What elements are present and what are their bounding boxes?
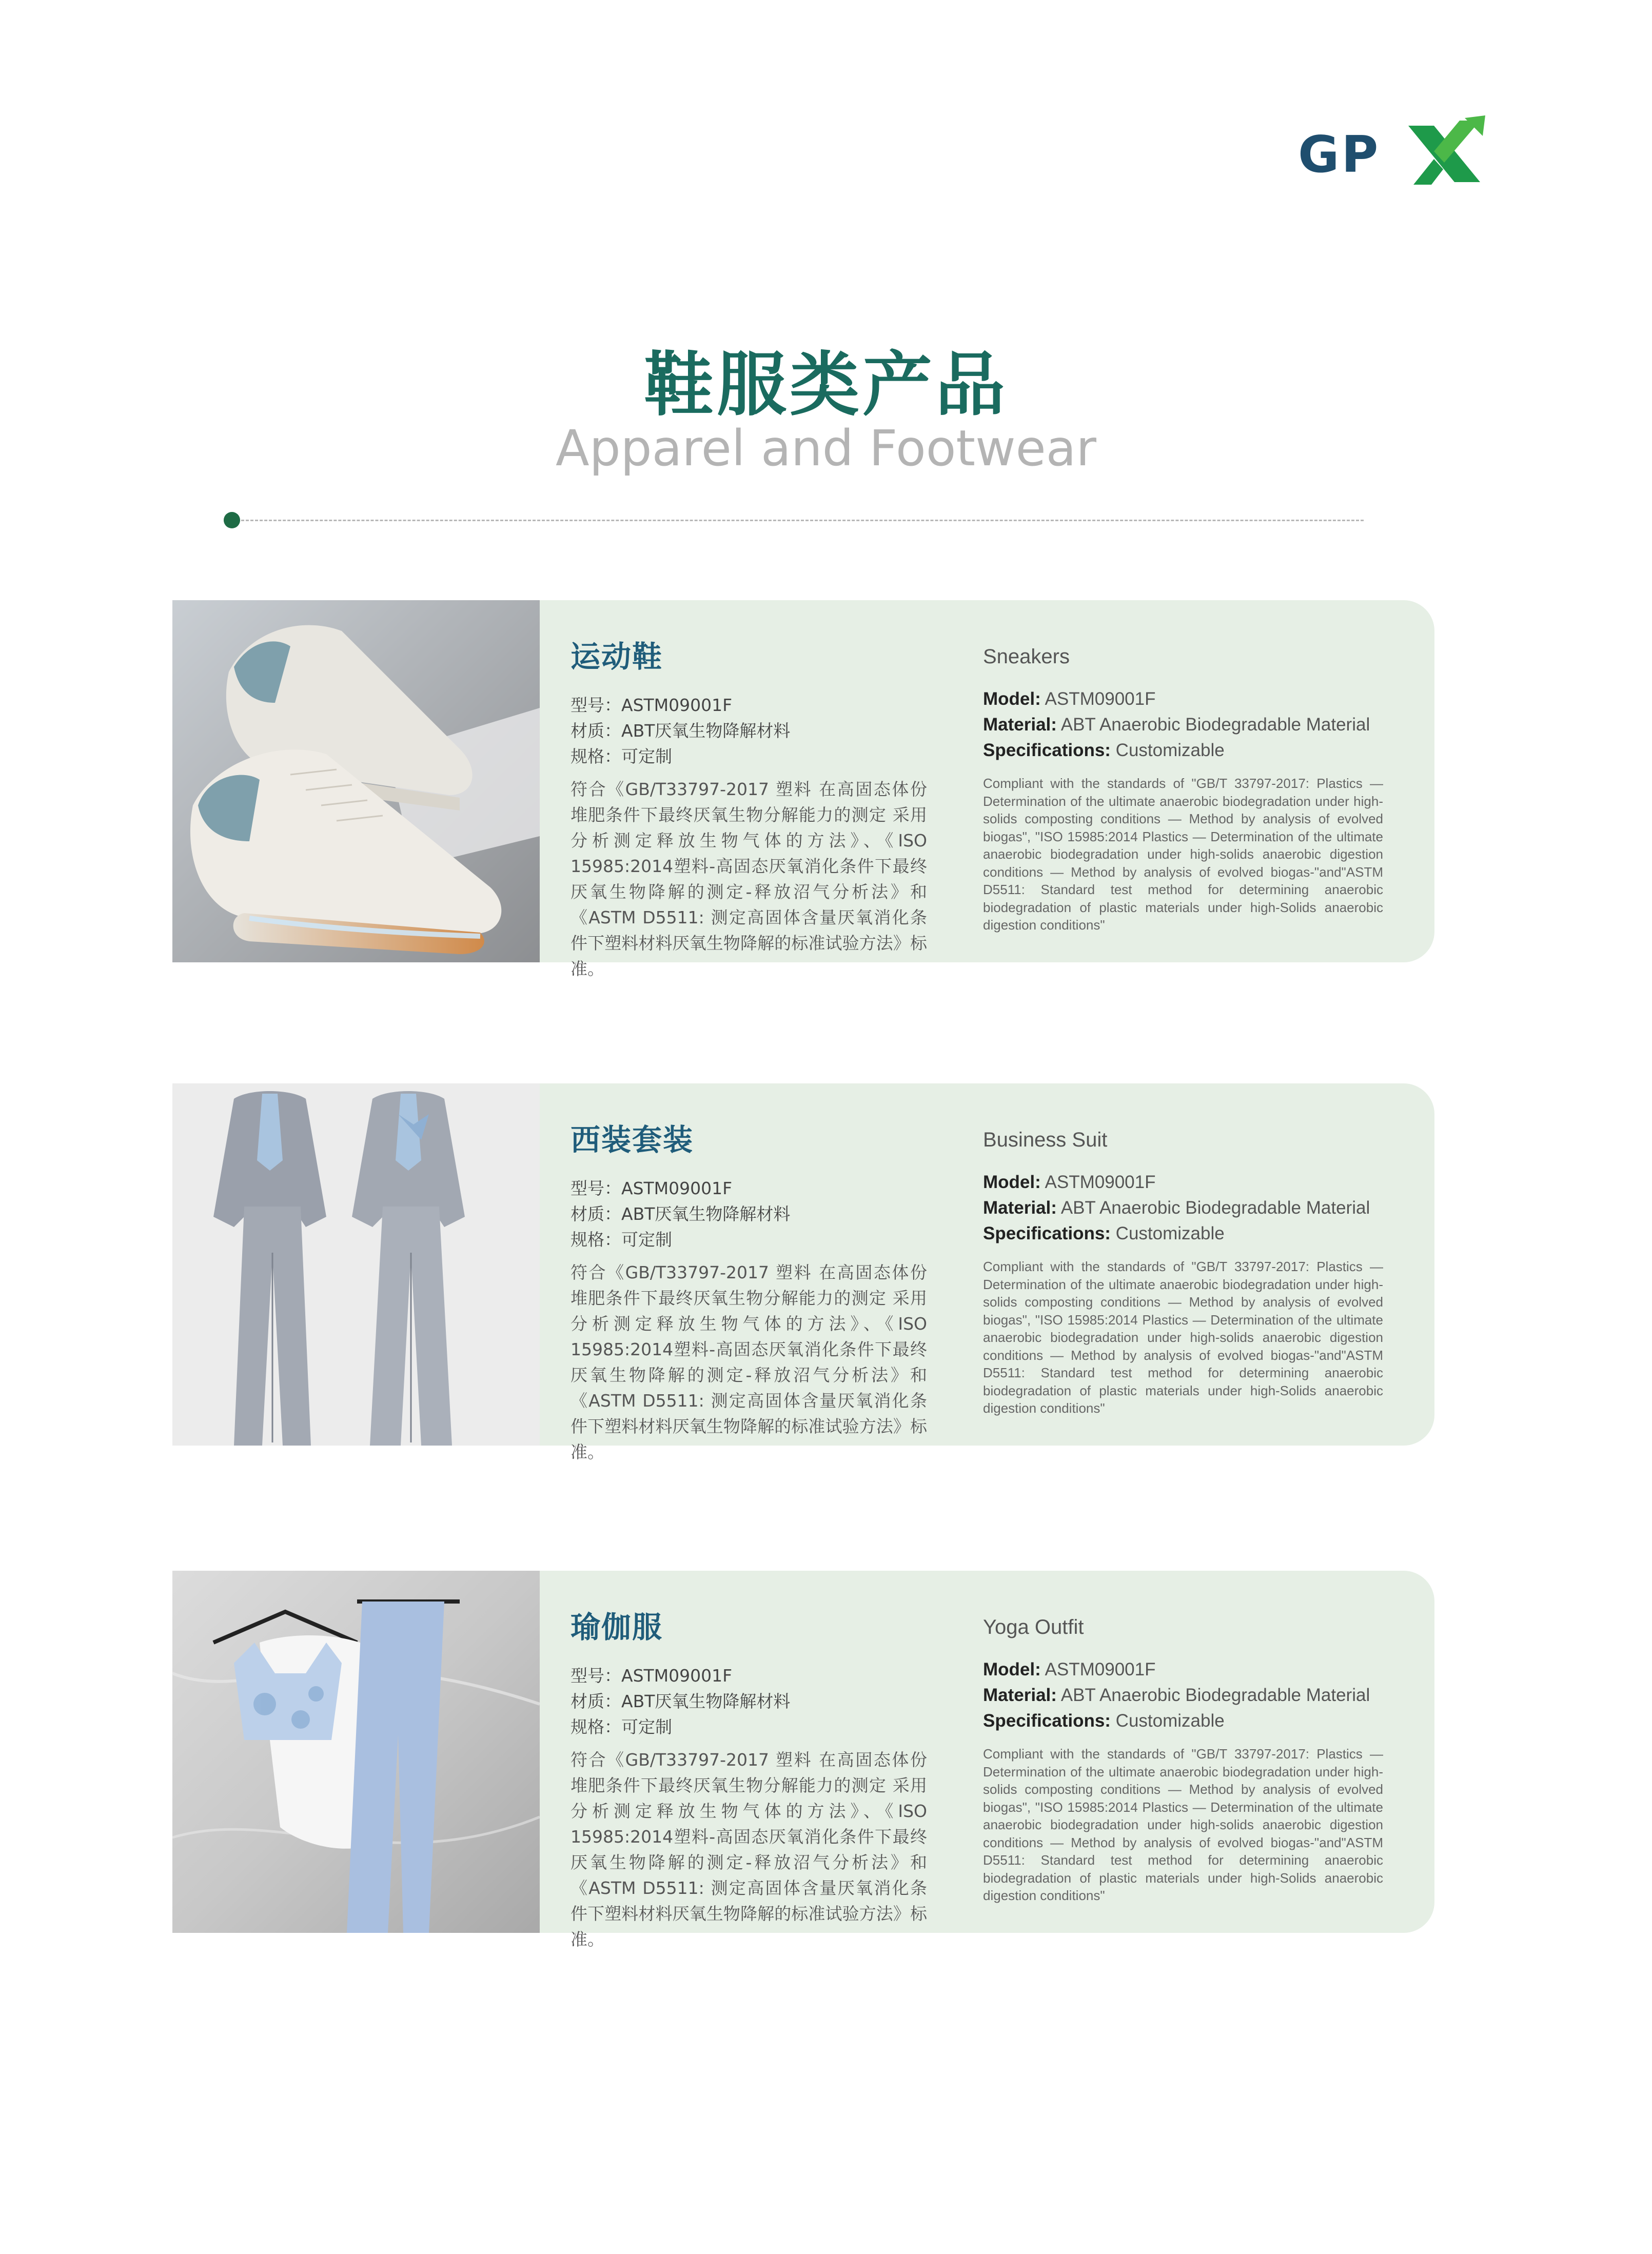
logo-x-mark-icon xyxy=(1403,115,1488,192)
spec-label: Specifications: xyxy=(983,740,1111,760)
spec-model-en xyxy=(983,1657,1383,1683)
product-desc-cn: 符合《GB/T33797-2017 塑料 在高固态体份堆肥条件下最终厌氧生物分解能力的测定 采用分析测定释放生物气体的方法》、《ISO 15985:2014塑料-高固态厌氧消化条件下最终厌氧生物降解的测定-释放沼气分析法》和《ASTM D5511: 测定高固体含量厌氧消化条件下塑料材料厌氧生物降解的标准试验方法》标准。 xyxy=(571,1262,927,1462)
product-card-business-suit xyxy=(172,1083,1434,1462)
spec-value: Customizable xyxy=(1110,1711,1225,1731)
product-name-en: Yoga Outfit xyxy=(983,1616,1084,1638)
spec-value: ASTM09001F xyxy=(1040,689,1156,709)
spec-value: ASTM09001F xyxy=(1040,1172,1156,1192)
product-spec-en xyxy=(983,1657,1383,1734)
page-title-en: Apparel and Footwear xyxy=(556,420,1096,477)
spec-label: Model: xyxy=(983,1172,1041,1192)
spec-value: Customizable xyxy=(1110,1223,1225,1243)
spec-material-en xyxy=(983,712,1383,738)
product-en-info xyxy=(983,1612,1383,1905)
spec-value: ASTM09001F xyxy=(1040,1659,1156,1679)
spec-material-cn: 材质：ABT厌氧生物降解材料 xyxy=(571,721,791,741)
spec-material-en xyxy=(983,1195,1383,1221)
product-card-sneakers xyxy=(172,600,1434,979)
yoga-outfit-image xyxy=(172,1571,540,1933)
product-name-cn: 瑜伽服 xyxy=(571,1610,663,1645)
product-en-info xyxy=(983,1124,1383,1417)
spec-specification-cn: 规格：可定制 xyxy=(571,1717,672,1737)
business-suit-image xyxy=(172,1083,540,1446)
spec-value: Customizable xyxy=(1110,740,1225,760)
product-desc-en: Compliant with the standards of "GB/T 33797-2017: Plastics — Determination of the ultimate anaerobic biodegradation under high-solids composting conditions — Method by analysis of evolved biogas", "ISO 15985:2014 Plastics — Determination of the ultimate anaerobic biodegradation under high-solids anaerobic digestion conditions — Method by analysis of evolved biogas-"and"ASTM D5511: Standard test method for determining anaerobic biodegradation of plastic materials under high-Solids anaerobic digestion conditions" xyxy=(983,776,1383,933)
spec-label: Material: xyxy=(983,1685,1057,1705)
logo-text: GP xyxy=(1298,126,1381,184)
spec-material-cn: 材质：ABT厌氧生物降解材料 xyxy=(571,1691,791,1711)
spec-label: Model: xyxy=(983,689,1041,709)
spec-material-cn: 材质：ABT厌氧生物降解材料 xyxy=(571,1204,791,1224)
spec-value: ABT Anaerobic Biodegradable Material xyxy=(1056,715,1370,735)
spec-value: ABT Anaerobic Biodegradable Material xyxy=(1056,1198,1370,1218)
product-desc-en: Compliant with the standards of "GB/T 33797-2017: Plastics — Determination of the ultimate anaerobic biodegradation under high-solids composting conditions — Method by analysis of evolved biogas", "ISO 15985:2014 Plastics — Determination of the ultimate anaerobic biodegradation under high-solids anaerobic digestion conditions — Method by analysis of evolved biogas-"and"ASTM D5511: Standard test method for determining anaerobic biodegradation of plastic materials under high-Solids anaerobic digestion conditions" xyxy=(983,1746,1383,1903)
spec-material-en xyxy=(983,1683,1383,1708)
spec-specification-cn: 规格：可定制 xyxy=(571,1230,672,1250)
product-en-info xyxy=(983,641,1383,934)
company-logo xyxy=(1298,115,1488,192)
page-title-cn: 鞋服类产品 xyxy=(644,345,1008,426)
product-name-en: Sneakers xyxy=(983,645,1070,668)
spec-value: ABT Anaerobic Biodegradable Material xyxy=(1056,1685,1370,1705)
product-name-cn: 运动鞋 xyxy=(571,639,663,674)
sneakers-image xyxy=(172,600,540,962)
spec-model-cn: 型号：ASTM09001F xyxy=(571,1178,733,1198)
spec-label: Material: xyxy=(983,715,1057,735)
product-spec-en xyxy=(983,686,1383,763)
spec-label: Specifications: xyxy=(983,1223,1111,1243)
spec-specification-cn: 规格：可定制 xyxy=(571,746,672,766)
spec-specification-en xyxy=(983,1221,1383,1247)
product-name-en: Business Suit xyxy=(983,1129,1108,1151)
product-desc-cn: 符合《GB/T33797-2017 塑料 在高固态体份堆肥条件下最终厌氧生物分解能力的测定 采用分析测定释放生物气体的方法》、《ISO 15985:2014塑料-高固态厌氧消化条件下最终厌氧生物降解的测定-释放沼气分析法》和《ASTM D5511: 测定高固体含量厌氧消化条件下塑料材料厌氧生物降解的标准试验方法》标准。 xyxy=(571,1750,927,1949)
product-desc-cn: 符合《GB/T33797-2017 塑料 在高固态体份堆肥条件下最终厌氧生物分解能力的测定 采用分析测定释放生物气体的方法》、《ISO 15985:2014塑料-高固态厌氧消化条件下最终厌氧生物降解的测定-释放沼气分析法》和《ASTM D5511: 测定高固体含量厌氧消化条件下塑料材料厌氧生物降解的标准试验方法》标准。 xyxy=(571,779,927,979)
spec-model-cn: 型号：ASTM09001F xyxy=(571,1666,733,1686)
divider-dot xyxy=(224,512,240,528)
product-name-cn: 西装套装 xyxy=(571,1122,694,1157)
spec-model-en xyxy=(983,1170,1383,1195)
spec-label: Specifications: xyxy=(983,1711,1111,1731)
product-desc-en: Compliant with the standards of "GB/T 33797-2017: Plastics — Determination of the ultimate anaerobic biodegradation under high-solids composting conditions — Method by analysis of evolved biogas", "ISO 15985:2014 Plastics — Determination of the ultimate anaerobic biodegradation under high-solids anaerobic digestion conditions — Method by analysis of evolved biogas-"and"ASTM D5511: Standard test method for determining anaerobic biodegradation of plastic materials under high-Solids anaerobic digestion conditions" xyxy=(983,1259,1383,1416)
product-spec-en xyxy=(983,1170,1383,1247)
spec-label: Model: xyxy=(983,1659,1041,1679)
spec-model-cn: 型号：ASTM09001F xyxy=(571,695,733,715)
spec-model-en xyxy=(983,686,1383,712)
spec-label: Material: xyxy=(983,1198,1057,1218)
spec-specification-en xyxy=(983,1708,1383,1734)
divider-line xyxy=(241,520,1364,521)
product-card-yoga-outfit xyxy=(172,1571,1434,1949)
spec-specification-en xyxy=(983,738,1383,763)
